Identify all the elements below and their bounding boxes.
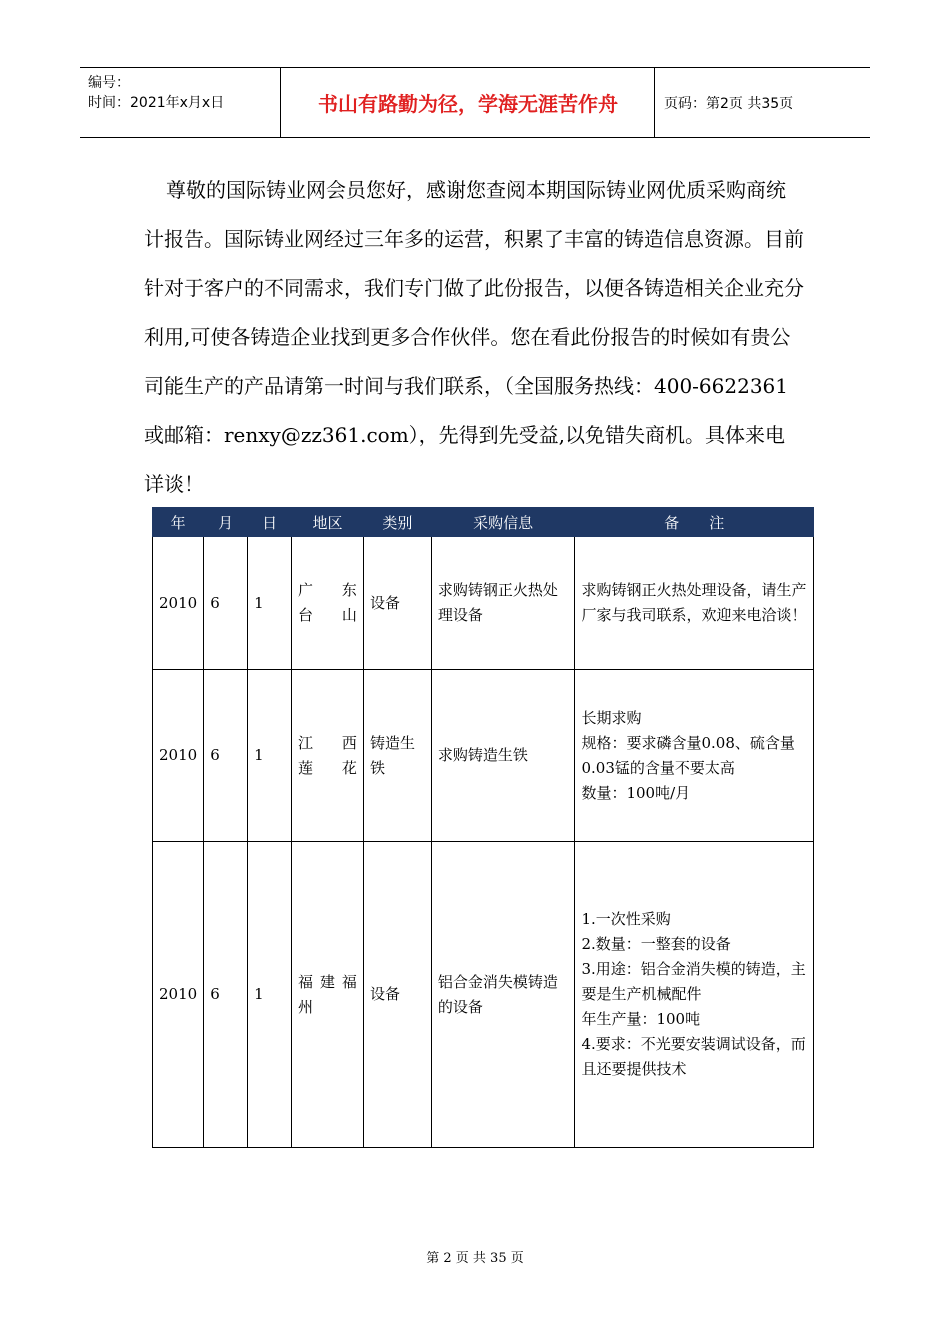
cell-day: 1 [248,842,292,1148]
cell-info: 铝合金消失模铸造的设备 [431,842,575,1148]
cell-region: 江 西莲花 [292,670,364,842]
intro-text: 尊敬的国际铸业网会员您好，感谢您查阅本期国际铸业网优质采购商统计报告。国际铸业网经过三年多的运营，积累了丰富的铸造信息资源。目前针对于客户的不同需求，我们专门做了此份报告，以便各铸造相关企业充分利用,可使各铸造企业找到更多合作伙伴。您在看此份报告的时候如有贵公司能生产的产品请第一时间与我们联系，（全国服务热线：400-6622361或邮箱：renxy@zz361.com），先得到先受益,以免错失商机。具体来电详谈！ [144,178,804,496]
cell-year: 2010 [153,537,204,670]
header-page-info: 页码：第2页 共35页 [664,95,794,112]
cell-remark: 求购铸钢正火热处理设备，请生产厂家与我司联系，欢迎来电洽谈！ [575,537,814,670]
col-day: 日 [248,508,292,537]
cell-info: 求购铸造生铁 [431,670,575,842]
header-divider [280,68,281,137]
header-divider [654,68,655,137]
table-row [153,537,814,670]
cell-day: 1 [248,670,292,842]
cell-region: 福建福州 [292,842,364,1148]
page-header [80,67,870,138]
intro-paragraph [144,166,804,509]
cell-remark: 1.一次性采购 2.数量：一整套的设备 3.用途：铝合金消失模的铸造，主要是生产机械配件 年生产量：100吨 4.要求：不光要安装调试设备，而且还要提供技术 [575,842,814,1148]
col-info: 采购信息 [431,508,575,537]
time-label: 时间：2021年x月x日 [88,95,225,111]
table-row [153,670,814,842]
header-meta [80,68,280,137]
cell-category: 铸造生铁 [363,670,431,842]
cell-month: 6 [204,670,248,842]
header-motto: 书山有路勤为径，学海无涯苦作舟 [318,92,618,116]
table-row [153,842,814,1148]
cell-month: 6 [204,537,248,670]
cell-month: 6 [204,842,248,1148]
cell-remark: 长期求购 规格：要求磷含量0.08、硫含量0.03锰的含量不要太高 数量：100吨/月 [575,670,814,842]
cell-region: 广 东台山 [292,537,364,670]
col-year: 年 [153,508,204,537]
number-label: 编号： [88,75,130,91]
col-remark: 备 注 [575,508,814,537]
cell-info: 求购铸钢正火热处理设备 [431,537,575,670]
cell-year: 2010 [153,670,204,842]
col-month: 月 [204,508,248,537]
col-region: 地区 [292,508,364,537]
cell-category: 设备 [363,537,431,670]
page-footer: 第 2 页 共 35 页 [426,1251,524,1266]
cell-year: 2010 [153,842,204,1148]
procurement-table [152,507,814,1148]
cell-category: 设备 [363,842,431,1148]
table-header-row [153,508,814,537]
col-category: 类别 [363,508,431,537]
cell-day: 1 [248,537,292,670]
